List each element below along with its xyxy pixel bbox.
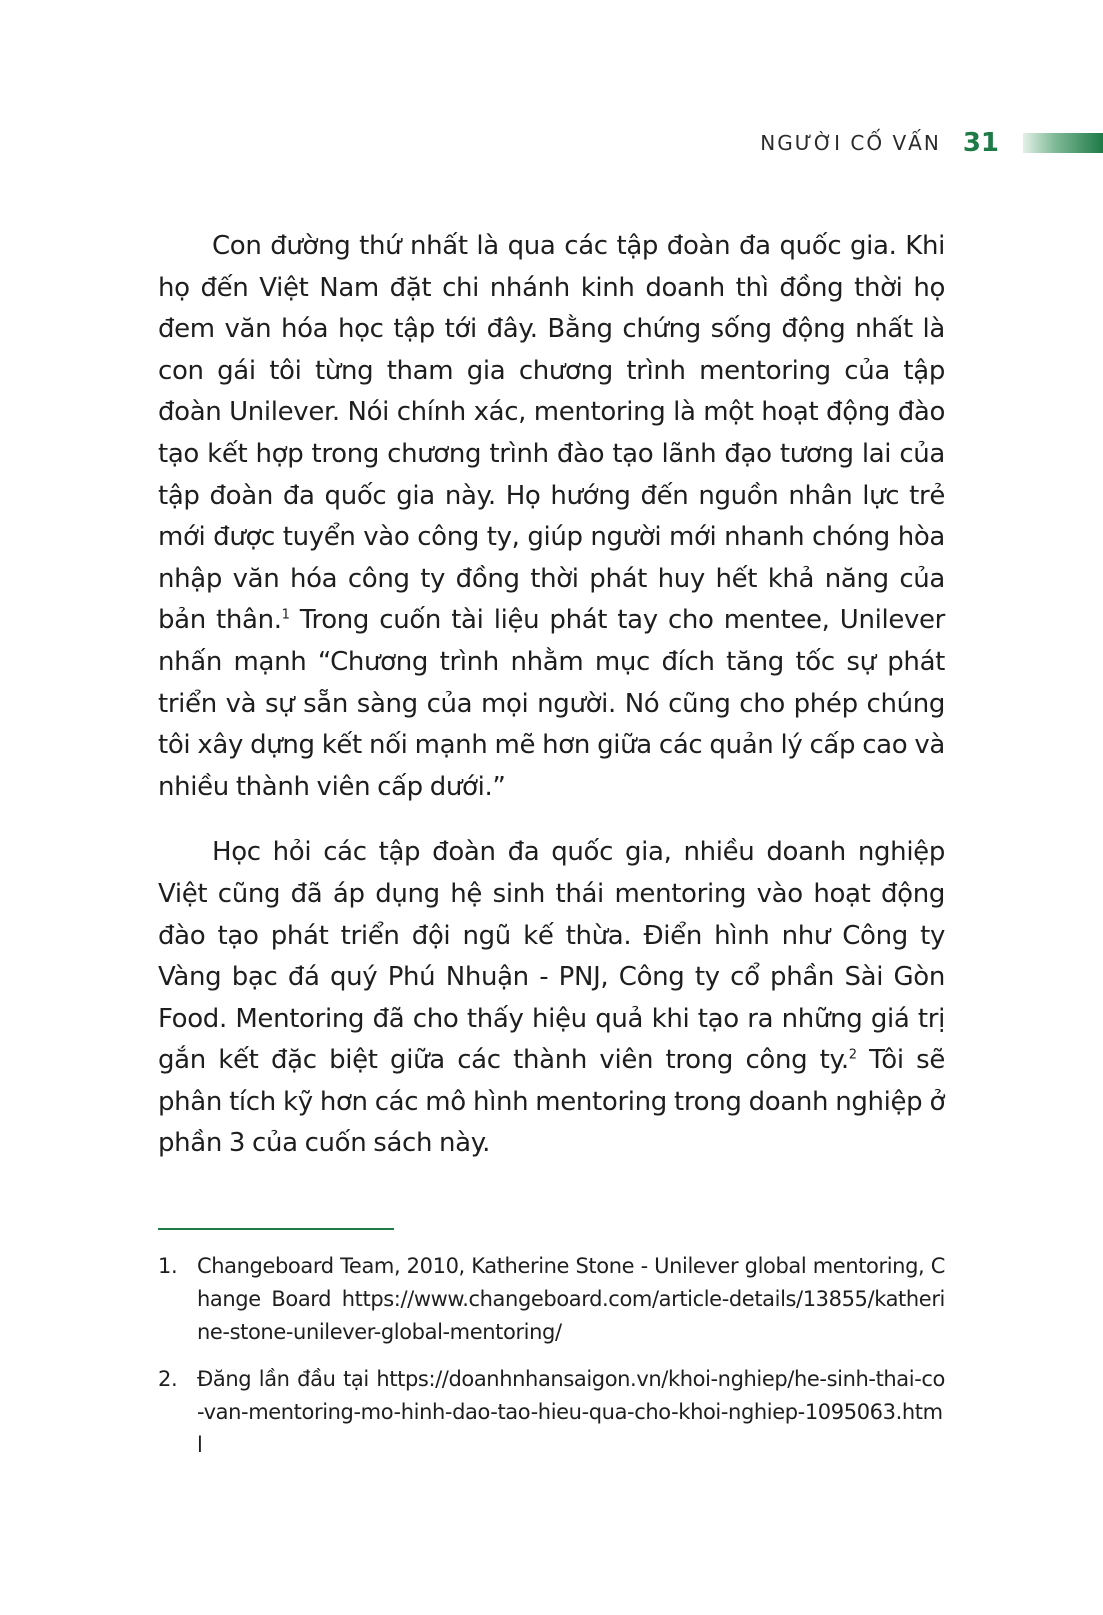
footnote-1 — [158, 1250, 945, 1349]
page-number: 31 — [962, 128, 999, 158]
body-text — [158, 226, 945, 1189]
paragraph-2-text-a: Học hỏi các tập đoàn đa quốc gia, nhiều doanh nghiệp Việt cũng đã áp dụng hệ sinh thái mentoring vào hoạt động đào tạo phát triển đội ngũ kế thừa. Điển hình như Công ty Vàng bạc đá quý Phú Nhuận - PNJ, Công ty cổ phần Sài Gòn Food. Mentoring đã cho thấy hiệu quả khi tạo ra những giá trị gắn kết đặc biệt giữa các thành viên trong công ty. — [158, 837, 945, 1076]
paragraph-1 — [158, 226, 945, 808]
paragraph-2-text-b: Tôi sẽ phân tích kỹ hơn các mô hình mentoring trong doanh nghiệp ở phần 3 của cuốn sách này. — [158, 1045, 945, 1159]
footnote-number: 2. — [158, 1367, 178, 1391]
footnote-2 — [158, 1363, 945, 1462]
running-title: NGƯỜI CỐ VẤN — [760, 131, 941, 155]
footnote-text: Changeboard Team, 2010, Katherine Stone - Unilever global mentoring, Change Board https://www.changeboard.com/article-details/13855/katherine-stone-unilever-global-mentoring/ — [197, 1254, 945, 1344]
footnote-number: 1. — [158, 1254, 178, 1278]
footnote-text: Đăng lần đầu tại https://doanhnhansaigon.vn/khoi-nghiep/he-sinh-thai-co-van-mentoring-mo-hinh-dao-tao-hieu-qua-cho-khoi-nghiep-1095063.html — [197, 1367, 945, 1457]
footnotes-list — [158, 1250, 945, 1476]
footnote-divider — [158, 1228, 394, 1230]
footnote-ref-2: 2 — [848, 1047, 857, 1063]
paragraph-1-text-b: Trong cuốn tài liệu phát tay cho mentee, Unilever nhấn mạnh “Chương trình nhằm mục đích tăng tốc sự phát triển và sự sẵn sàng của mọi người. Nó cũng cho phép chúng tôi xây dựng kết nối mạnh mẽ hơn giữa các quản lý cấp cao và nhiều thành viên cấp dưới.” — [158, 605, 945, 802]
paragraph-1-text-a: Con đường thứ nhất là qua các tập đoàn đa quốc gia. Khi họ đến Việt Nam đặt chi nhánh kinh doanh thì đồng thời họ đem văn hóa học tập tới đây. Bằng chứng sống động nhất là con gái tôi từng tham gia chương trình mentoring của tập đoàn Unilever. Nói chính xác, mentoring là một hoạt động đào tạo kết hợp trong chương trình đào tạo lãnh đạo tương lai của tập đoàn đa quốc gia này. Họ hướng đến nguồn nhân lực trẻ mới được tuyển vào công ty, giúp người mới nhanh chóng hòa nhập văn hóa công ty đồng thời phát huy hết khả năng của bản thân. — [158, 231, 945, 636]
paragraph-2 — [158, 832, 945, 1165]
header-accent-bar — [1023, 133, 1103, 153]
page-header — [760, 126, 1103, 160]
footnote-ref-1: 1 — [281, 607, 290, 623]
